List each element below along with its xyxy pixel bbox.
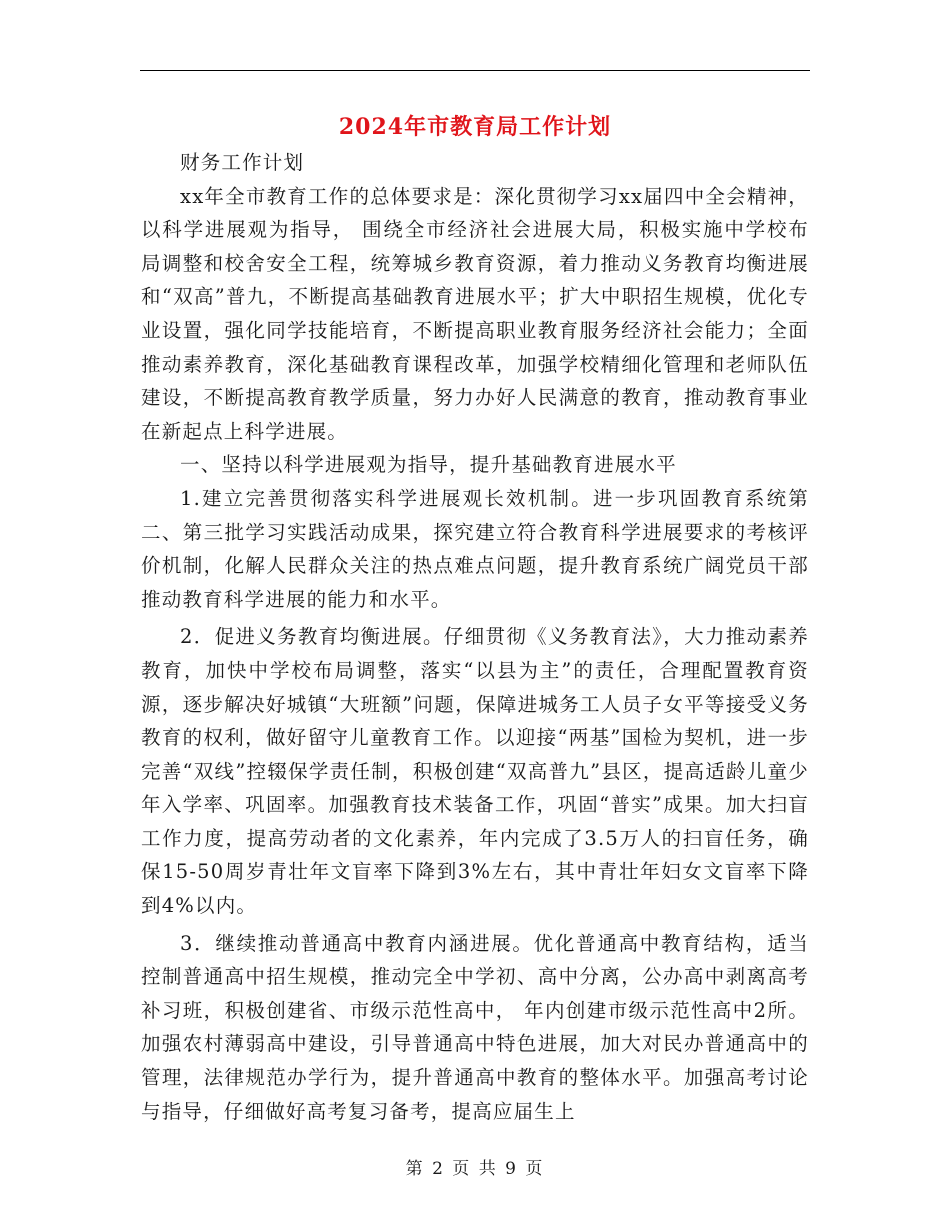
paragraph-item-1: 1.建立完善贯彻落实科学进展观长效机制。进一步巩固教育系统第二、第三批学习实践活动成果，探究建立符合教育科学进展要求的考核评价机制，化解人民群众关注的热点难点问题，提升教育系统广阔党员干部推动教育科学进展的能力和水平。	[141, 486, 809, 611]
document-title: 2024年市教育局工作计划	[338, 114, 612, 140]
paragraph-item-2: 2．促进义务教育均衡进展。仔细贯彻《义务教育法》，大力推动素养教育，加快中学校布局调整，落实“以县为主”的责任，合理配置教育资源，逐步解决好城镇“大班额”问题，保障进城务工人员子女平等接受义务教育的权利，做好留守儿童教育工作。以迎接“两基”国检为契机，进一步完善“双线”控辍保学责任制，积极创建“双高普九”县区，提高适龄儿童少年入学率、巩固率。加强教育技术装备工作，巩固“普实”成果。加大扫盲工作力度，提高劳动者的文化素养，年内完成了3.5万人的扫盲任务，确保15-50周岁青壮年文盲率下降到3%左右，其中青壮年妇女文盲率下降到4%以内。	[141, 625, 809, 918]
paragraph-overview: xx年全市教育工作的总体要求是：深化贯彻学习xx届四中全会精神，以科学进展观为指导， 围绕全市经济社会进展大局，积极实施中学校布局调整和校舍安全工程，统筹城乡教育资源，着力推动义务教育均衡进展和“双高”普九，不断提高基础教育进展水平；扩大中职招生规模，优化专业设置，强化同学技能培育，不断提高职业教育服务经济社会能力；全面推动素养教育，深化基础教育课程改革，加强学校精细化管理和老师队伍建设，不断提高教育教学质量，努力办好人民满意的教育，推动教育事业在新起点上科学进展。	[141, 184, 809, 443]
section-heading-1: 一、坚持以科学进展观为指导，提升基础教育进展水平	[180, 453, 677, 477]
page-number-footer: 第 2 页 共 9 页	[405, 1159, 545, 1179]
paragraph-item-3: 3．继续推动普通高中教育内涵进展。优化普通高中教育结构，适当控制普通高中招生规模，推动完全中学初、高中分离，公办高中剥离高考补习班，积极创建省、市级示范性高中， 年内创建市级示范性高中2所。加强农村薄弱高中建设，引导普通高中特色进展，加大对民办普通高中的管理，法律规范办学行为，提升普通高中教育的整体水平。加强高考讨论与指导，仔细做好高考复习备考，提高应届生上	[141, 931, 809, 1123]
header-rule	[140, 70, 810, 71]
document-body	[141, 146, 809, 1128]
section-heading-finance: 财务工作计划	[180, 151, 305, 174]
